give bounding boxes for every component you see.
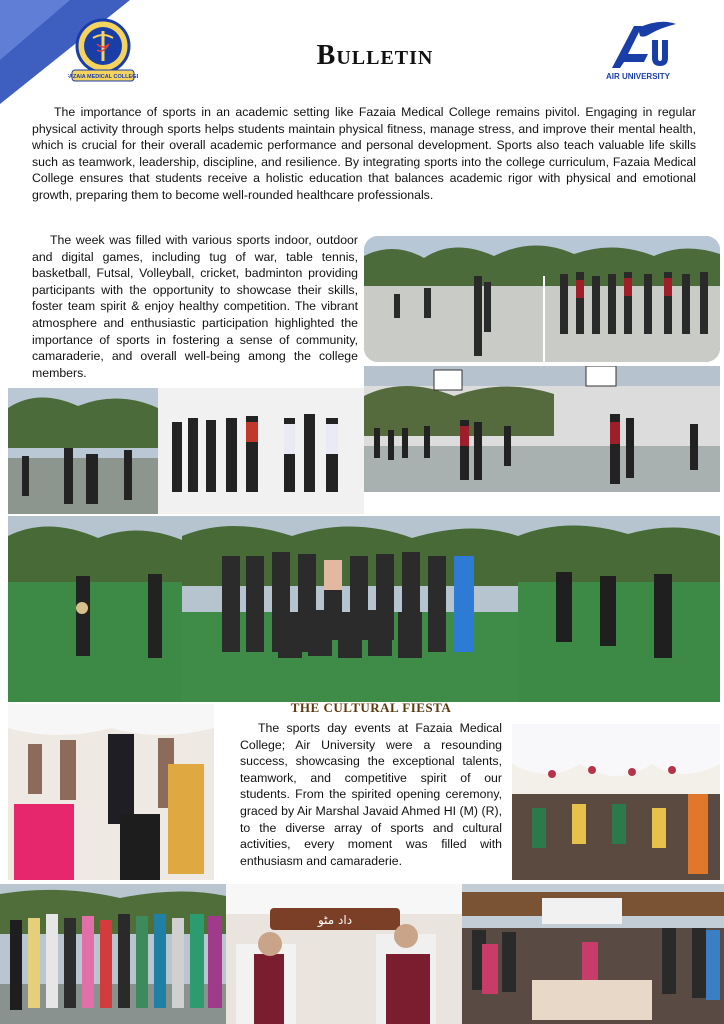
photo-cultural-stall	[226, 884, 462, 1024]
photo-girls-team	[8, 388, 364, 514]
photo-futsal-players-left	[8, 516, 182, 702]
photo-cultural-group-stage	[512, 724, 720, 880]
intro-paragraph: The importance of sports in an academic setting like Fazaia Medical College remains pivitol. Engaging in regular physical activity through sports helps students maintain physical fitness, manage stress, and improve their mental health, which is crucial for their overall academic performance and personal development. Sports also teach valuable life skills such as teamwork, leadership, discipline, and resilience. By integrating sports into the college curriculum, Fazaia Medical College ensures that students receive a holistic education that balances academic rigor with physical and emotional growth, preparing them to become well-rounded healthcare professionals.	[32, 105, 696, 202]
right-logo-text: AIR UNIVERSITY	[605, 72, 670, 81]
air-university-logo	[598, 18, 678, 84]
header-corner-highlight	[0, 0, 70, 60]
cultural-fiesta-paragraph: The sports day events at Fazaia Medical College; Air University were a resounding success, showcasing the exceptional talents, teamwork, and competitive spirit of our students. From the spirited opening ceremony, graced by Air Marshal Javaid Ahmed HI (M) (R), to the diverse array of sports and cultural activities, every moment was filled with enthusiasm and camaraderie.	[240, 721, 502, 868]
left-logo-text: FAZAIA MEDICAL COLLEGE	[68, 74, 138, 80]
fazaia-medical-college-logo	[68, 18, 138, 84]
cultural-fiesta-heading: THE CULTURAL FIESTA	[290, 700, 452, 715]
photo-team-basketball-court	[364, 236, 720, 362]
photo-basketball-match	[364, 366, 720, 492]
svg-text:داد مٹو: داد مٹو	[317, 913, 353, 927]
photo-cultural-girls-lineup	[0, 884, 226, 1024]
photo-futsal-match-right	[518, 516, 720, 702]
photo-futsal-team-group	[182, 516, 518, 702]
photo-cultural-henna	[8, 704, 214, 880]
page-title: Bulletin	[316, 40, 434, 71]
photo-cultural-large-group	[462, 884, 724, 1024]
sports-week-paragraph: The week was filled with various sports indoor, outdoor and digital games, including tug of war, table tennis, basketball, Futsal, Volleyball, cricket, badminton providing participants with the opportunity to showcase their skills, foster team spirit & enjoy healthy competition. The vibrant atmosphere and enthusiastic participation highlighted the importance of sports in fostering a sense of community, camaraderie, and overall well-being among the college members.	[32, 233, 358, 380]
